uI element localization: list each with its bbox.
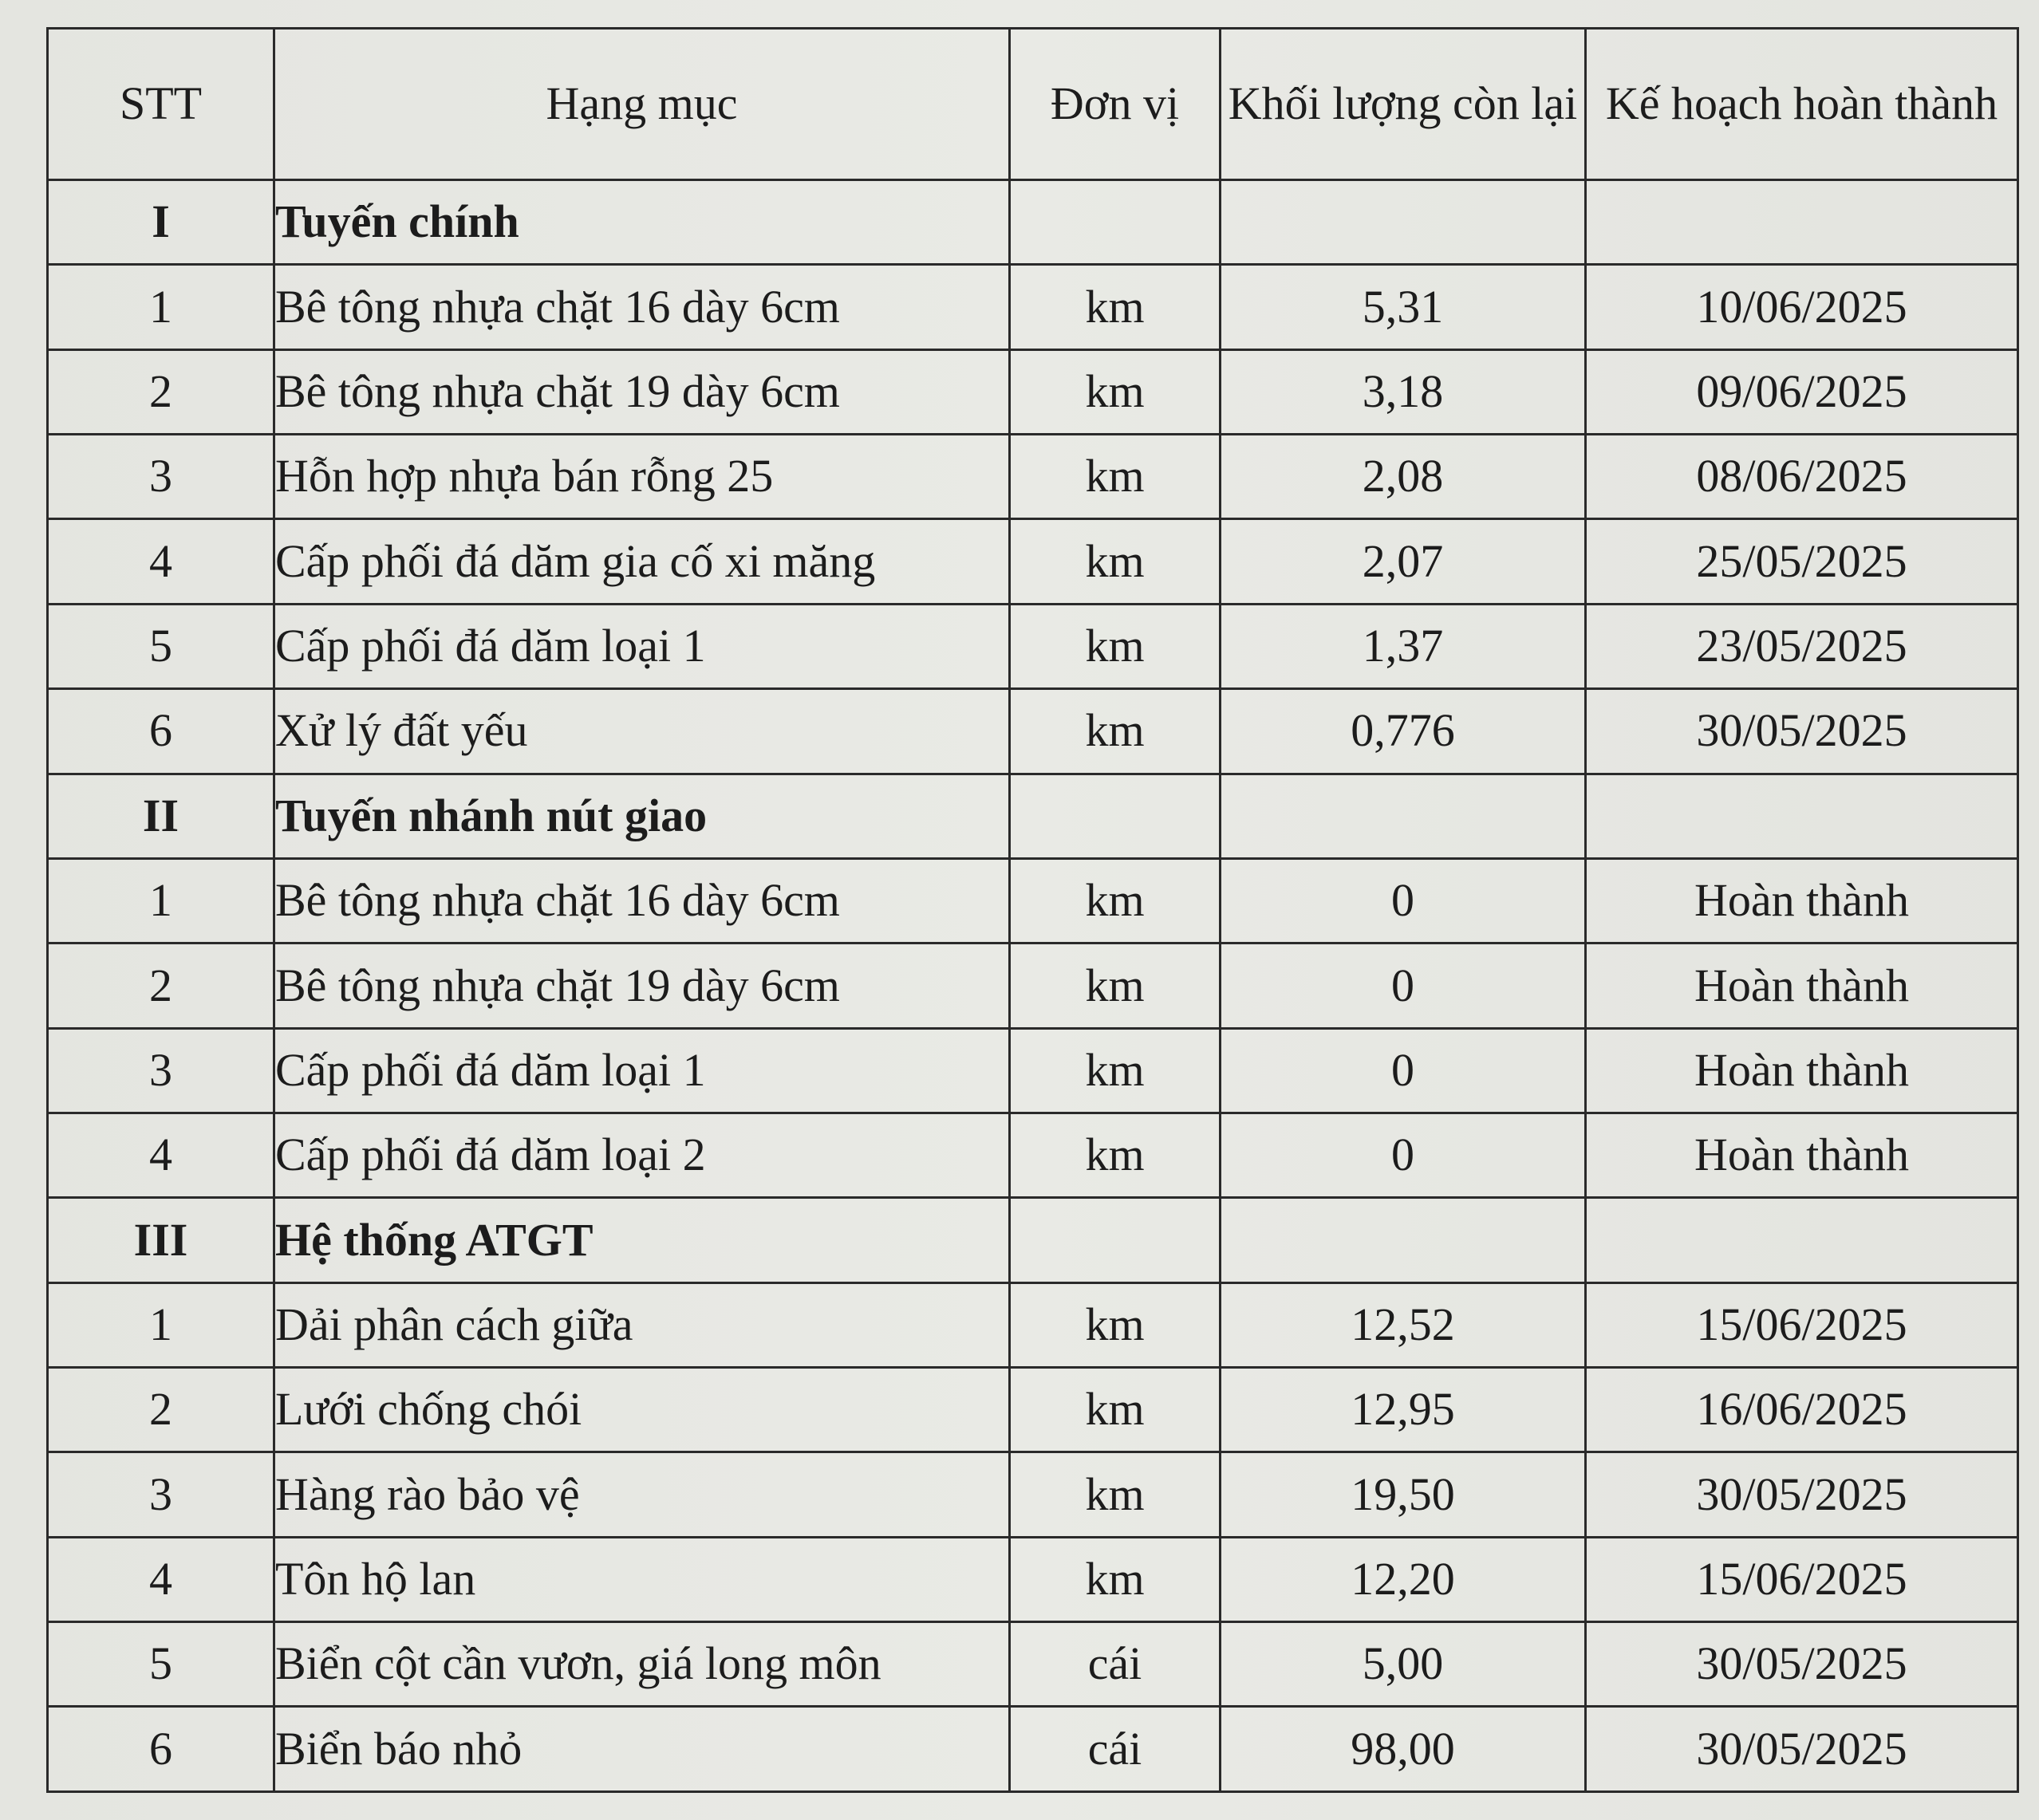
header-completion-plan: Kế hoạch hoàn thành <box>1586 29 2018 180</box>
table-row <box>48 435 2018 519</box>
cell-item: Bê tông nhựa chặt 19 dày 6cm <box>274 349 1010 434</box>
table-row <box>48 265 2018 349</box>
cell-remaining-quantity: 2,07 <box>1221 519 1586 604</box>
cell-item: Hỗn hợp nhựa bán rỗng 25 <box>274 435 1010 519</box>
cell-stt: 6 <box>48 689 274 774</box>
cell-item: Bê tông nhựa chặt 16 dày 6cm <box>274 858 1010 943</box>
cell-stt: 1 <box>48 265 274 349</box>
section-row <box>48 1198 2018 1282</box>
cell-unit: km <box>1010 349 1221 434</box>
cell-completion-plan: 08/06/2025 <box>1586 435 2018 519</box>
cell-stt: 6 <box>48 1707 274 1792</box>
cell-unit: km <box>1010 1282 1221 1367</box>
cell-item: Cấp phối đá dăm loại 1 <box>274 1028 1010 1113</box>
cell-remaining-quantity: 5,31 <box>1221 265 1586 349</box>
cell-remaining-quantity: 5,00 <box>1221 1622 1586 1707</box>
cell-unit: km <box>1010 858 1221 943</box>
cell-item: Bê tông nhựa chặt 16 dày 6cm <box>274 265 1010 349</box>
cell-stt: 1 <box>48 858 274 943</box>
cell-item: Biển cột cần vươn, giá long môn <box>274 1622 1010 1707</box>
cell-remaining-quantity: 2,08 <box>1221 435 1586 519</box>
table-row <box>48 1622 2018 1707</box>
cell-item: Lưới chống chói <box>274 1368 1010 1452</box>
cell-remaining-quantity: 12,95 <box>1221 1368 1586 1452</box>
cell-stt: 1 <box>48 1282 274 1367</box>
cell-completion-plan: 30/05/2025 <box>1586 689 2018 774</box>
cell-completion-plan: 15/06/2025 <box>1586 1282 2018 1367</box>
cell-unit: km <box>1010 689 1221 774</box>
cell-completion-plan: 30/05/2025 <box>1586 1452 2018 1537</box>
cell-unit: km <box>1010 1537 1221 1621</box>
cell-remaining-quantity: 12,52 <box>1221 1282 1586 1367</box>
cell-unit <box>1010 180 1221 265</box>
cell-item: Biển báo nhỏ <box>274 1707 1010 1792</box>
table-row <box>48 689 2018 774</box>
cell-remaining-quantity: 0,776 <box>1221 689 1586 774</box>
cell-item: Xử lý đất yếu <box>274 689 1010 774</box>
cell-completion-plan: 16/06/2025 <box>1586 1368 2018 1452</box>
cell-unit: km <box>1010 943 1221 1028</box>
cell-completion-plan: 15/06/2025 <box>1586 1537 2018 1621</box>
cell-stt: 4 <box>48 1537 274 1621</box>
cell-remaining-quantity: 0 <box>1221 1113 1586 1197</box>
cell-stt: 2 <box>48 349 274 434</box>
cell-remaining-quantity: 12,20 <box>1221 1537 1586 1621</box>
cell-completion-plan: 09/06/2025 <box>1586 349 2018 434</box>
cell-completion-plan: 30/05/2025 <box>1586 1707 2018 1792</box>
header-stt: STT <box>48 29 274 180</box>
cell-stt: III <box>48 1198 274 1282</box>
cell-stt: 4 <box>48 519 274 604</box>
cell-unit <box>1010 1198 1221 1282</box>
cell-remaining-quantity <box>1221 774 1586 858</box>
table-row <box>48 1113 2018 1197</box>
cell-stt: II <box>48 774 274 858</box>
progress-table <box>46 27 2019 1793</box>
table-row <box>48 943 2018 1028</box>
table-row <box>48 1707 2018 1792</box>
cell-completion-plan: 25/05/2025 <box>1586 519 2018 604</box>
section-row <box>48 774 2018 858</box>
cell-item: Tuyến nhánh nút giao <box>274 774 1010 858</box>
table-row <box>48 1028 2018 1113</box>
cell-item: Cấp phối đá dăm loại 1 <box>274 604 1010 688</box>
cell-unit: km <box>1010 1113 1221 1197</box>
cell-item: Bê tông nhựa chặt 19 dày 6cm <box>274 943 1010 1028</box>
cell-unit: cái <box>1010 1707 1221 1792</box>
cell-stt: 5 <box>48 604 274 688</box>
cell-unit: km <box>1010 1368 1221 1452</box>
cell-remaining-quantity: 98,00 <box>1221 1707 1586 1792</box>
cell-unit <box>1010 774 1221 858</box>
cell-unit: km <box>1010 604 1221 688</box>
table-row <box>48 1452 2018 1537</box>
cell-item: Tôn hộ lan <box>274 1537 1010 1621</box>
cell-remaining-quantity <box>1221 180 1586 265</box>
cell-stt: 2 <box>48 1368 274 1452</box>
cell-unit: cái <box>1010 1622 1221 1707</box>
cell-item: Hàng rào bảo vệ <box>274 1452 1010 1537</box>
section-row <box>48 180 2018 265</box>
cell-remaining-quantity: 1,37 <box>1221 604 1586 688</box>
table-row <box>48 858 2018 943</box>
cell-completion-plan <box>1586 1198 2018 1282</box>
cell-stt: I <box>48 180 274 265</box>
header-item: Hạng mục <box>274 29 1010 180</box>
cell-stt: 3 <box>48 1028 274 1113</box>
cell-completion-plan: Hoàn thành <box>1586 1028 2018 1113</box>
cell-completion-plan: Hoàn thành <box>1586 943 2018 1028</box>
cell-stt: 4 <box>48 1113 274 1197</box>
cell-remaining-quantity: 0 <box>1221 858 1586 943</box>
cell-item: Dải phân cách giữa <box>274 1282 1010 1367</box>
cell-completion-plan: 10/06/2025 <box>1586 265 2018 349</box>
cell-remaining-quantity: 0 <box>1221 1028 1586 1113</box>
cell-remaining-quantity <box>1221 1198 1586 1282</box>
cell-item: Cấp phối đá dăm loại 2 <box>274 1113 1010 1197</box>
table-row <box>48 1368 2018 1452</box>
table-body <box>48 180 2018 1792</box>
cell-completion-plan: Hoàn thành <box>1586 1113 2018 1197</box>
cell-unit: km <box>1010 435 1221 519</box>
table-row <box>48 604 2018 688</box>
cell-remaining-quantity: 19,50 <box>1221 1452 1586 1537</box>
table-header-row <box>48 29 2018 180</box>
table-row <box>48 519 2018 604</box>
cell-item: Hệ thống ATGT <box>274 1198 1010 1282</box>
cell-unit: km <box>1010 1028 1221 1113</box>
cell-item: Cấp phối đá dăm gia cố xi măng <box>274 519 1010 604</box>
cell-remaining-quantity: 0 <box>1221 943 1586 1028</box>
table-row <box>48 349 2018 434</box>
cell-completion-plan: Hoàn thành <box>1586 858 2018 943</box>
cell-completion-plan <box>1586 180 2018 265</box>
cell-completion-plan: 23/05/2025 <box>1586 604 2018 688</box>
table-row <box>48 1537 2018 1621</box>
cell-item: Tuyến chính <box>274 180 1010 265</box>
cell-completion-plan: 30/05/2025 <box>1586 1622 2018 1707</box>
header-unit: Đơn vị <box>1010 29 1221 180</box>
header-remaining-quantity: Khối lượng còn lại <box>1221 29 1586 180</box>
cell-completion-plan <box>1586 774 2018 858</box>
cell-stt: 3 <box>48 1452 274 1537</box>
cell-unit: km <box>1010 519 1221 604</box>
cell-stt: 3 <box>48 435 274 519</box>
cell-stt: 2 <box>48 943 274 1028</box>
cell-unit: km <box>1010 1452 1221 1537</box>
cell-remaining-quantity: 3,18 <box>1221 349 1586 434</box>
cell-stt: 5 <box>48 1622 274 1707</box>
cell-unit: km <box>1010 265 1221 349</box>
table-row <box>48 1282 2018 1367</box>
